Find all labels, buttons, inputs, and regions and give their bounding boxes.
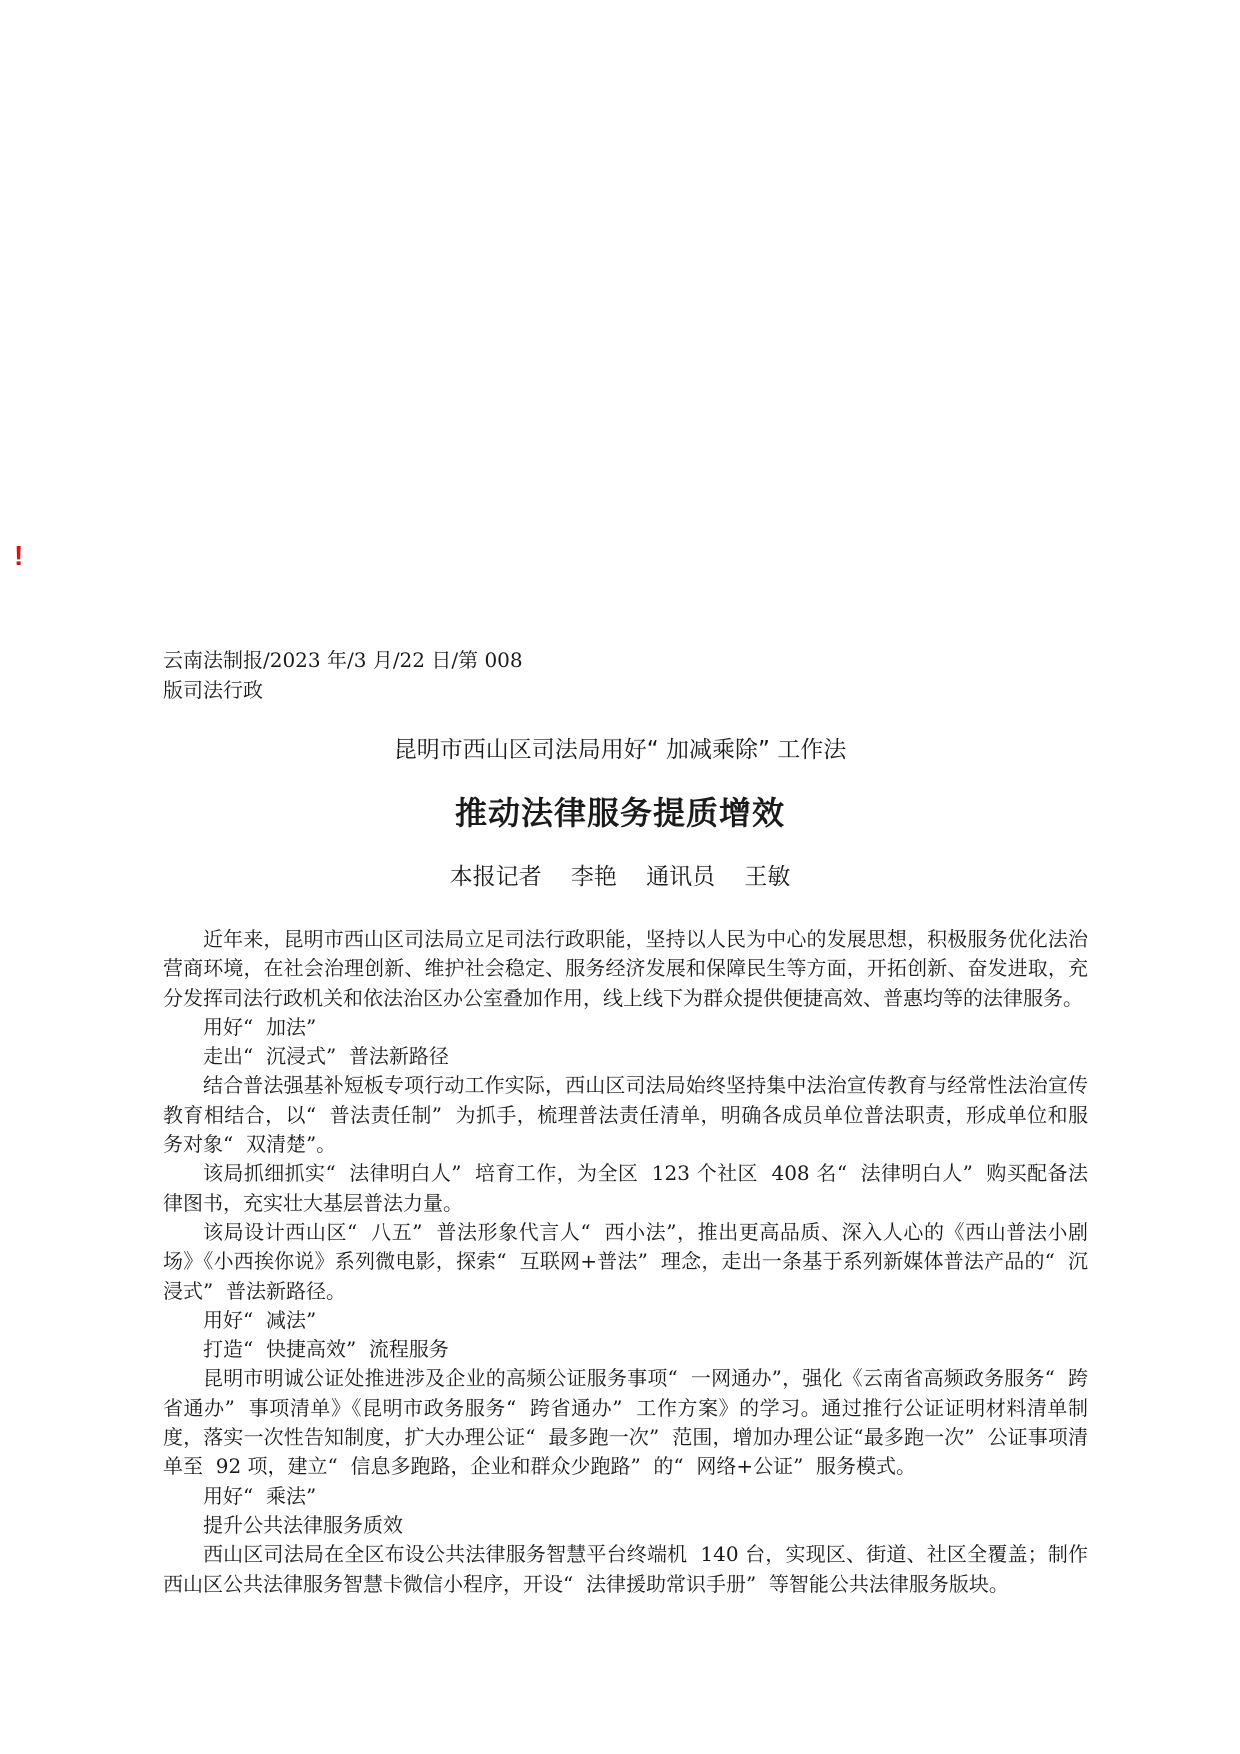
section-heading: 用好“ 乘法” [203, 1483, 317, 1508]
paragraph: 该局设计西山区“ 八五” 普法形象代言人“ 西小法”，推出更高品质、深入人心的《西山普法小剧场》《小西挨你说》系列微电影，探索“ 互联网+普法” 理念，走出一条基于系列新媒体普法产品的“ 沉浸式” 普法新路径。 [163, 1219, 1088, 1303]
paragraph: 西山区司法局在全区布设公共法律服务智慧平台终端机 140 台，实现区、街道、社区全覆盖；制作西山区公共法律服务智慧卡微信小程序，开设“ 法律援助常识手册” 等智能公共法律服务版块。 [163, 1542, 1088, 1596]
article-body [163, 925, 1088, 1599]
paragraph: 该局抓细抓实“ 法律明白人” 培育工作，为全区 123 个社区 408 名“ 法律明白人” 购买配备法律图书，充实壮大基层普法力量。 [163, 1161, 1088, 1215]
section-heading: 用好“ 加法” [203, 1014, 317, 1039]
source-line-2: 版司法行政 [163, 678, 263, 702]
paragraph: 近年来，昆明市西山区司法局立足司法行政职能，坚持以人民为中心的发展思想，积极服务优化法治营商环境，在社会治理创新、维护社会稳定、服务经济发展和保障民生等方面，开拓创新、奋发进取，充分发挥司法行政机关和依法治区办公室叠加作用，线上线下为群众提供便捷高效、普惠均等的法律服务。 [163, 927, 1088, 1010]
section-subheading: 提升公共法律服务质效 [203, 1512, 403, 1537]
paragraph: 结合普法强基补短板专项行动工作实际，西山区司法局始终坚持集中法治宣传教育与经常性法治宣传教育相结合，以“ 普法责任制” 为抓手，梳理普法责任清单，明确各成员单位普法职责，形成单位和服务对象“ 双清楚”。 [163, 1073, 1088, 1157]
source-line-1: 云南法制报/2023 年/3 月/22 日/第 008 [163, 648, 523, 672]
section-subheading: 走出“ 沉浸式” 普法新路径 [203, 1044, 449, 1069]
article-subtitle: 昆明市西山区司法局用好“ 加减乘除” 工作法 [393, 737, 847, 763]
section-heading: 用好“ 减法” [203, 1307, 317, 1332]
article-byline: 本报记者 李艳 通讯员 王敏 [449, 864, 791, 890]
source-line [163, 645, 583, 705]
article-title: 推动法律服务提质增效 [454, 794, 785, 832]
paragraph: 昆明市明诚公证处推进涉及企业的高频公证服务事项“ 一网通办”，强化《云南省高频政务服务“ 跨省通办” 事项清单》《昆明市政务服务“ 跨省通办” 工作方案》的学习。通过推行公证证明材料清单制度，落实一次性告知制度，扩大办理公证“ 最多跑一次” 范围，增加办理公证“最多跑一次” 公证事项清单至 92 项，建立“ 信息多跑路，企业和群众少跑路” 的“ 网络+公证” 服务模式。 [163, 1366, 1088, 1479]
section-subheading: 打造“ 快捷高效” 流程服务 [203, 1337, 449, 1362]
red-exclamation-mark: ! [14, 540, 24, 571]
